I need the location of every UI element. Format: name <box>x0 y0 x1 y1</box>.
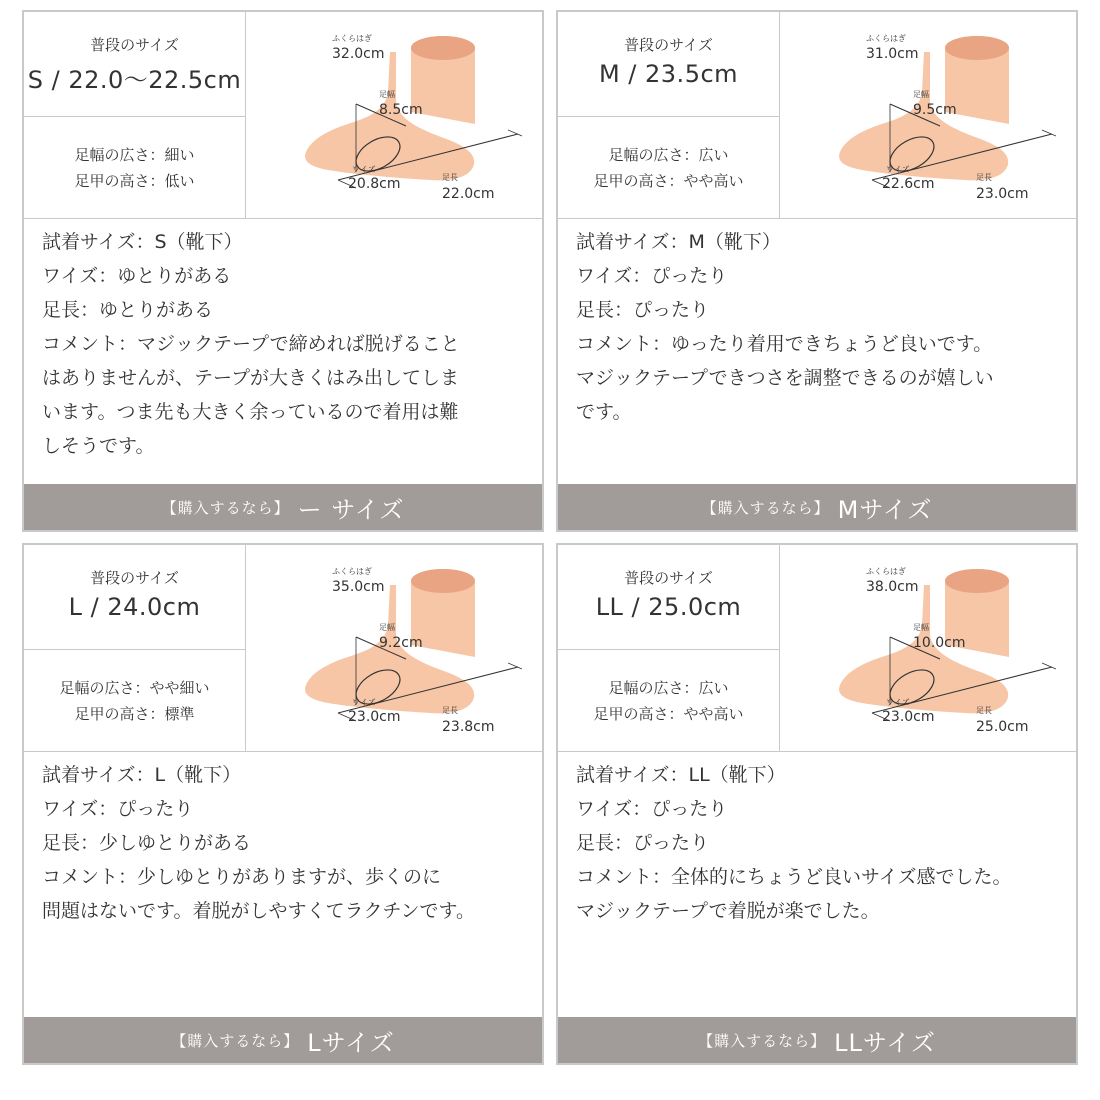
fitting-comment <box>558 752 1076 1018</box>
usual-size-box <box>24 12 245 117</box>
foot-spec-box <box>558 650 779 751</box>
card-header <box>24 545 542 752</box>
wise-value: 23.0cm <box>348 709 401 725</box>
card-header <box>24 12 542 219</box>
comment-lines <box>42 225 532 463</box>
usual-size-box <box>558 545 779 650</box>
length-value: 22.0cm <box>442 186 495 202</box>
purchase-recommendation <box>558 484 1076 530</box>
usual-size-value: LL / 25.0cm <box>595 593 742 621</box>
wise-label: ワイズ <box>886 165 910 174</box>
length-label: 足長 <box>976 173 992 182</box>
length-value: 23.8cm <box>442 719 495 735</box>
foot-spec-box <box>558 117 779 218</box>
instep-height-spec: 足甲の高さ：やや高い <box>593 171 744 190</box>
foot-illustration <box>780 545 1076 751</box>
size-card-3 <box>22 543 544 1065</box>
usual-size-value: L / 24.0cm <box>68 593 201 621</box>
comment-line: 試着サイズ：S（靴下） <box>42 231 243 253</box>
length-value: 25.0cm <box>976 719 1029 735</box>
recommended-size: LLサイズ <box>834 1028 936 1057</box>
foot-diagram <box>246 545 542 751</box>
purchase-label: 【購入するなら】 <box>161 498 290 517</box>
comment-line: ワイズ：ぴったり <box>42 798 194 820</box>
size-card-1 <box>22 10 544 532</box>
foot-width-value: 10.0cm <box>913 635 966 651</box>
fitting-comment <box>558 219 1076 485</box>
foot-width-value: 9.2cm <box>379 635 423 651</box>
purchase-recommendation <box>24 484 542 530</box>
size-info <box>558 545 780 751</box>
calf-label: ふくらはぎ <box>866 567 906 576</box>
foot-width-value: 8.5cm <box>379 102 423 118</box>
card-header <box>558 545 1076 752</box>
foot-diagram <box>246 12 542 218</box>
usual-size-label: 普段のサイズ <box>90 36 179 54</box>
foot-width-value: 9.5cm <box>913 102 957 118</box>
calf-label: ふくらはぎ <box>866 34 906 43</box>
foot-illustration <box>780 12 1076 218</box>
instep-height-spec: 足甲の高さ：低い <box>74 171 195 190</box>
fitting-comment <box>24 752 542 1018</box>
size-card-2 <box>556 10 1078 532</box>
foot-spec-box <box>24 117 245 218</box>
calf-value: 31.0cm <box>866 46 919 62</box>
calf-label: ふくらはぎ <box>332 34 372 43</box>
comment-lines <box>576 758 1066 928</box>
comment-lines <box>42 758 532 928</box>
comment-line: 試着サイズ：L（靴下） <box>42 764 242 786</box>
card-header <box>558 12 1076 219</box>
usual-size-value: S / 22.0〜22.5cm <box>27 66 242 94</box>
fitting-comment <box>24 219 542 485</box>
foot-illustration <box>246 12 542 218</box>
length-value: 23.0cm <box>976 186 1029 202</box>
usual-size-value: M / 23.5cm <box>598 60 739 88</box>
comment-line: コメント：少しゆとりがありますが、歩くのに <box>42 866 442 888</box>
wise-value: 23.0cm <box>882 709 935 725</box>
calf-value: 38.0cm <box>866 579 919 595</box>
calf-label: ふくらはぎ <box>332 567 372 576</box>
comment-line: 足長：少しゆとりがある <box>42 832 252 854</box>
purchase-label: 【購入するなら】 <box>701 498 830 517</box>
length-label: 足長 <box>976 706 992 715</box>
size-card-4 <box>556 543 1078 1065</box>
foot-width-label: 足幅 <box>379 623 395 632</box>
foot-illustration <box>246 545 542 751</box>
instep-height-spec: 足甲の高さ：標準 <box>74 704 195 723</box>
foot-width-spec: 足幅の広さ：やや細い <box>59 678 210 697</box>
comment-line: コメント：マジックテープで締めれば脱げること <box>42 333 460 355</box>
foot-diagram <box>780 545 1076 751</box>
comment-line: ワイズ：ぴったり <box>576 265 728 287</box>
length-label: 足長 <box>442 173 458 182</box>
recommended-size: Mサイズ <box>837 495 933 524</box>
usual-size-label: 普段のサイズ <box>90 569 179 587</box>
recommended-size: Lサイズ <box>307 1028 395 1057</box>
size-info <box>24 545 246 751</box>
wise-value: 20.8cm <box>348 176 401 192</box>
purchase-recommendation <box>24 1017 542 1063</box>
comment-line: 問題はないです。着脱がしやすくてラクチンです。 <box>42 900 476 922</box>
size-info <box>24 12 246 218</box>
recommended-size: ー サイズ <box>297 495 405 524</box>
foot-width-label: 足幅 <box>379 90 395 99</box>
usual-size-box <box>558 12 779 117</box>
comment-line: です。 <box>576 401 632 423</box>
purchase-label: 【購入するなら】 <box>698 1031 827 1050</box>
wise-label: ワイズ <box>886 698 910 707</box>
comment-line: しそうです。 <box>42 435 155 457</box>
comment-lines <box>576 225 1066 429</box>
comment-line: コメント：ゆったり着用できちょうど良いです。 <box>576 333 993 355</box>
comment-line: はありませんが、テープが大きくはみ出してしま <box>42 367 460 389</box>
usual-size-box <box>24 545 245 650</box>
foot-width-label: 足幅 <box>913 90 929 99</box>
wise-value: 22.6cm <box>882 176 935 192</box>
calf-value: 35.0cm <box>332 579 385 595</box>
foot-width-label: 足幅 <box>913 623 929 632</box>
comment-line: マジックテープできつさを調整できるのが嬉しい <box>576 367 994 389</box>
comment-line: 足長：ぴったり <box>576 832 710 854</box>
comment-line: 足長：ぴったり <box>576 299 710 321</box>
foot-spec-box <box>24 650 245 751</box>
comment-line: 試着サイズ：LL（靴下） <box>576 764 786 786</box>
foot-diagram <box>780 12 1076 218</box>
comment-line: います。つま先も大きく余っているので着用は難 <box>42 401 459 423</box>
length-label: 足長 <box>442 706 458 715</box>
instep-height-spec: 足甲の高さ：やや高い <box>593 704 744 723</box>
purchase-label: 【購入するなら】 <box>171 1031 300 1050</box>
calf-value: 32.0cm <box>332 46 385 62</box>
foot-width-spec: 足幅の広さ：広い <box>608 145 729 164</box>
comment-line: 足長：ゆとりがある <box>42 299 214 321</box>
foot-width-spec: 足幅の広さ：細い <box>74 145 195 164</box>
comment-line: ワイズ：ぴったり <box>576 798 728 820</box>
usual-size-label: 普段のサイズ <box>624 36 713 54</box>
wise-label: ワイズ <box>352 698 376 707</box>
comment-line: ワイズ：ゆとりがある <box>42 265 232 287</box>
usual-size-label: 普段のサイズ <box>624 569 713 587</box>
comment-line: 試着サイズ：M（靴下） <box>576 231 781 253</box>
comment-line: コメント：全体的にちょうど良いサイズ感でした。 <box>576 866 1012 888</box>
purchase-recommendation <box>558 1017 1076 1063</box>
wise-label: ワイズ <box>352 165 376 174</box>
size-info <box>558 12 780 218</box>
comment-line: マジックテープで着脱が楽でした。 <box>576 900 880 922</box>
foot-width-spec: 足幅の広さ：広い <box>608 678 729 697</box>
